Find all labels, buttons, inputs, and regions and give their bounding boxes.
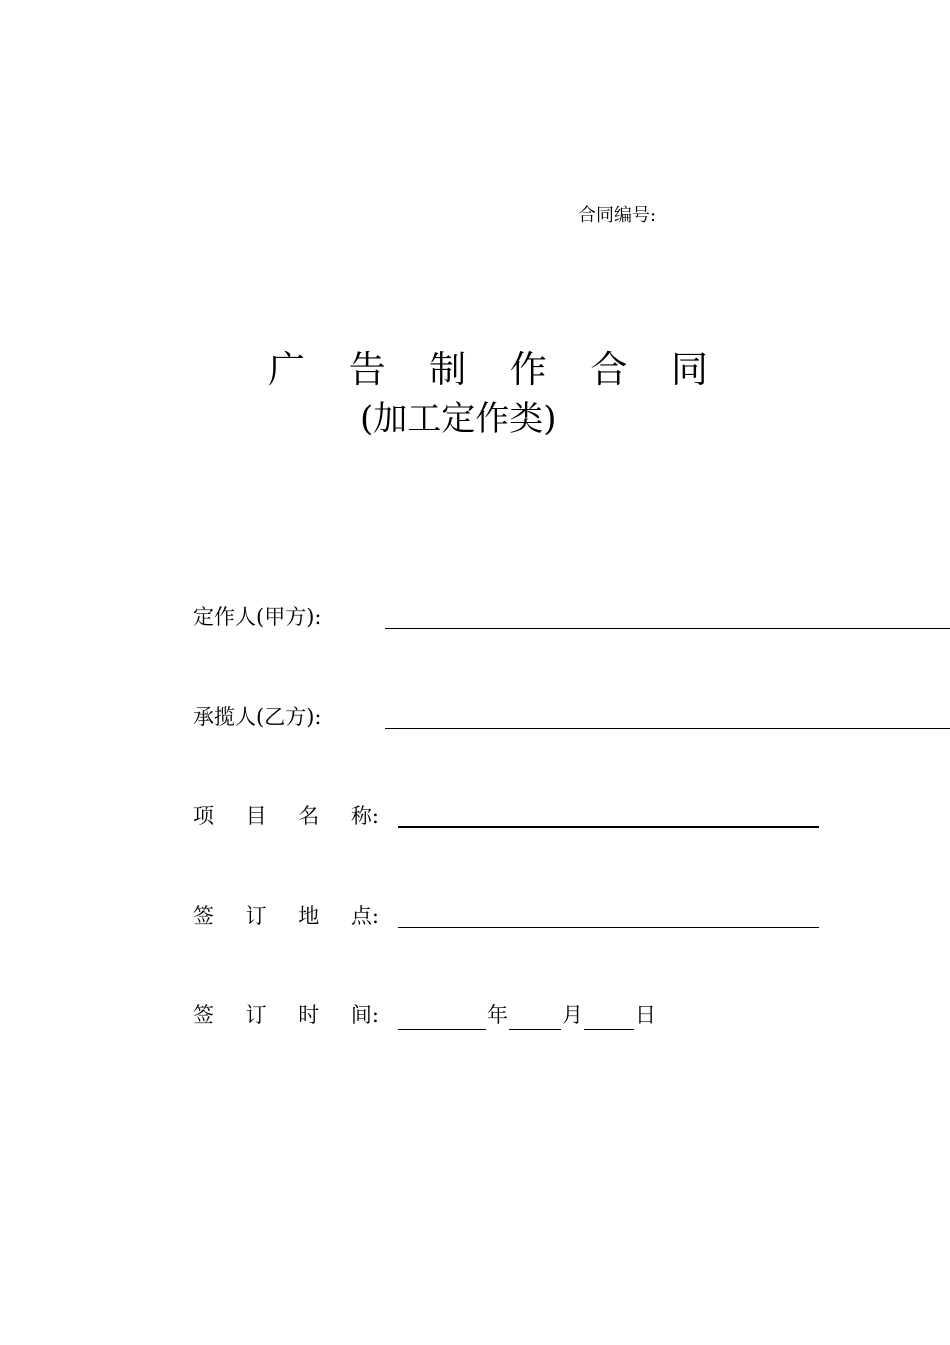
project-name-field — [193, 801, 823, 831]
party-a-field — [193, 602, 823, 632]
signing-place-label: 签 订 地 点: — [193, 904, 379, 928]
title-char: 广 — [268, 348, 305, 391]
title-char: 同 — [670, 348, 708, 391]
year-unit: 年 — [487, 1003, 508, 1027]
party-a-input-line[interactable] — [385, 628, 950, 629]
signing-time-label: 签 订 时 间: — [193, 1003, 379, 1027]
title-char: 制 — [429, 348, 467, 391]
signing-place-input-line[interactable] — [398, 927, 819, 928]
day-unit: 日 — [635, 1003, 656, 1027]
title-char: 告 — [348, 348, 386, 391]
title-char: 作 — [509, 348, 547, 391]
year-blank[interactable] — [398, 1003, 486, 1030]
project-name-label: 项 目 名 称: — [193, 804, 379, 828]
party-b-input-line[interactable] — [385, 728, 950, 729]
contract-number-label: 合同编号: — [578, 205, 657, 226]
title-char: 合 — [590, 348, 628, 391]
signing-place-field — [193, 901, 823, 931]
party-b-label: 承揽人(乙方): — [193, 705, 322, 729]
month-blank[interactable] — [509, 1003, 561, 1030]
document-title — [268, 348, 708, 392]
signing-date-row — [398, 1000, 657, 1030]
day-blank[interactable] — [584, 1003, 634, 1030]
project-name-input-line[interactable] — [398, 826, 819, 828]
party-b-field — [193, 702, 823, 732]
document-subtitle: (加工定作类) — [360, 399, 557, 439]
month-unit: 月 — [562, 1003, 583, 1027]
party-a-label: 定作人(甲方): — [193, 605, 322, 629]
